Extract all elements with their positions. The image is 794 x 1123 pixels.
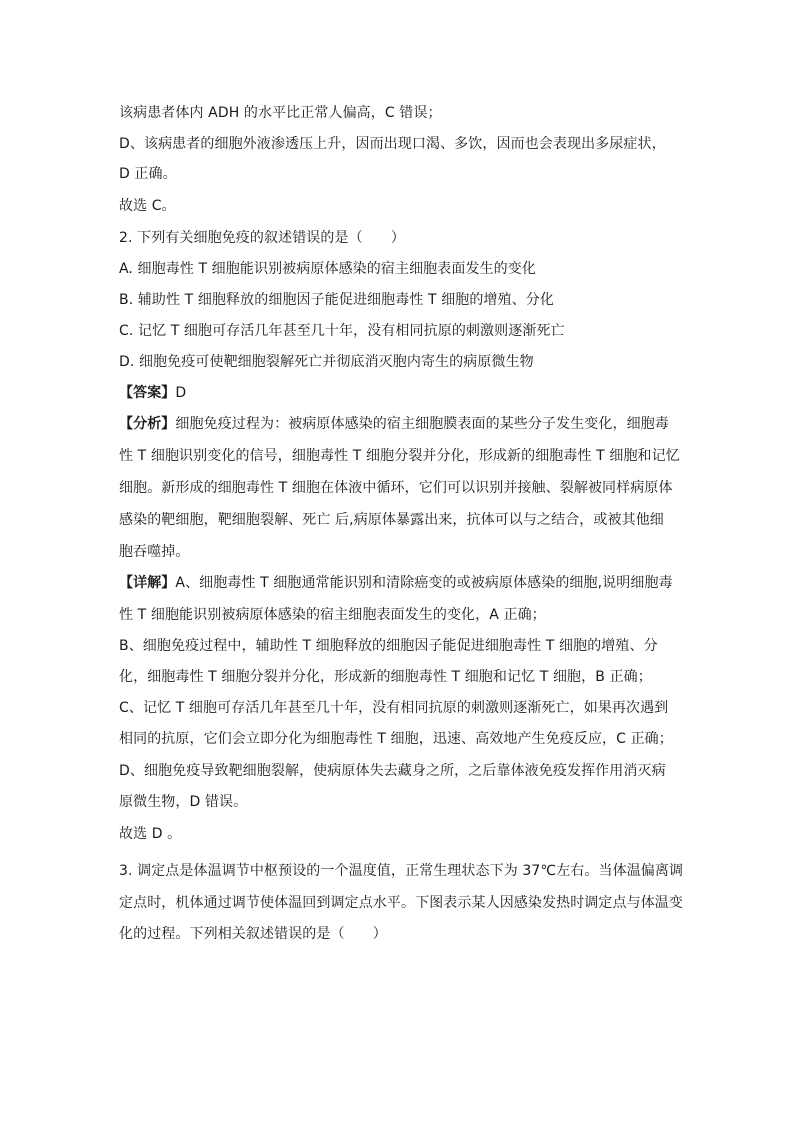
question-2-option-a: A. 细胞毒性 T 细胞能识别被病原体感染的宿主细胞表面发生的变化 — [119, 261, 536, 277]
analysis-line-3: 细胞。新形成的细胞毒性 T 细胞在体液中循环，它们可以识别并接触、裂解被同样病原体 — [119, 480, 673, 496]
prev-conclusion: 故选 C。 — [119, 198, 176, 214]
prev-answer-line-2: D、该病患者的细胞外液渗透压上升，因而出现口渴、多饮，因而也会表现出多尿症状， — [119, 136, 666, 152]
answer-line — [119, 384, 186, 402]
question-3-line-2: 定点时，机体通过调节使体温回到调定点水平。下图表示某人因感染发热时调定点与体温变 — [119, 895, 683, 911]
detail-line-4: 化，细胞毒性 T 细胞分裂并分化，形成新的细胞毒性 T 细胞和记忆 T 细胞，B 正确； — [119, 669, 652, 685]
analysis-line-1 — [119, 415, 669, 433]
analysis-line-5: 胞吞噬掉。 — [119, 544, 190, 560]
analysis-line-4: 感染的靶细胞，靶细胞裂解、死亡 后,病原体暴露出来，抗体可以与之结合，或被其他细 — [119, 512, 664, 528]
analysis-line-2: 性 T 细胞识别变化的信号，细胞毒性 T 细胞分裂并分化，形成新的细胞毒性 T 细胞和记忆 — [119, 448, 680, 464]
prev-answer-line-3: D 正确。 — [119, 166, 177, 182]
question-2-option-c: C. 记忆 T 细胞可存活几年甚至几十年，没有相同抗原的刺激则逐渐死亡 — [119, 323, 565, 339]
detail-line-5: C、记忆 T 细胞可存活几年甚至几十年，没有相同抗原的刺激则逐渐死亡，如果再次遇到 — [119, 700, 669, 716]
question-2-stem: 2. 下列有关细胞免疫的叙述错误的是（ ） — [119, 230, 406, 246]
question-2-option-b: B. 辅助性 T 细胞释放的细胞因子能促进细胞毒性 T 细胞的增殖、分化 — [119, 292, 555, 308]
detail-line-7: D、细胞免疫导致靶细胞裂解，使病原体失去藏身之所，之后靠体液免疫发挥作用消灭病 — [119, 763, 666, 779]
detail-line-1 — [119, 574, 673, 592]
detail-label: 【详解】 — [119, 575, 176, 591]
question-2-option-d: D. 细胞免疫可使靶细胞裂解死亡并彻底消灭胞内寄生的病原微生物 — [119, 354, 534, 370]
detail-line-2: 性 T 细胞能识别被病原体感染的宿主细胞表面发生的变化，A 正确； — [119, 607, 546, 623]
analysis-text-1: 细胞免疫过程为：被病原体感染的宿主细胞膜表面的某些分子发生变化，细胞毒 — [175, 416, 669, 432]
question-3-line-1: 3. 调定点是体温调节中枢预设的一个温度值，正常生理状态下为 37℃左右。当体温偏离调 — [119, 863, 684, 879]
prev-answer-line-1: 该病患者体内 ADH 的水平比正常人偏高，C 错误； — [119, 105, 442, 121]
detail-text-1: A、细胞毒性 T 细胞通常能识别和清除癌变的或被病原体感染的细胞,说明细胞毒 — [175, 575, 673, 591]
answer-label: 【答案】 — [119, 385, 176, 401]
detail-line-8: 原微生物，D 错误。 — [119, 794, 248, 810]
analysis-label: 【分析】 — [119, 416, 176, 432]
detail-line-6: 相同的抗原，它们会立即分化为细胞毒性 T 细胞，迅速、高效地产生免疫反应，C 正确； — [119, 731, 673, 747]
detail-line-3: B、细胞免疫过程中，辅助性 T 细胞释放的细胞因子能促进细胞毒性 T 细胞的增殖、分 — [119, 638, 658, 654]
answer-value: D — [175, 385, 187, 401]
question-3-line-3: 化的过程。下列相关叙述错误的是（ ） — [119, 926, 387, 942]
question-2-conclusion: 故选 D 。 — [119, 826, 182, 842]
